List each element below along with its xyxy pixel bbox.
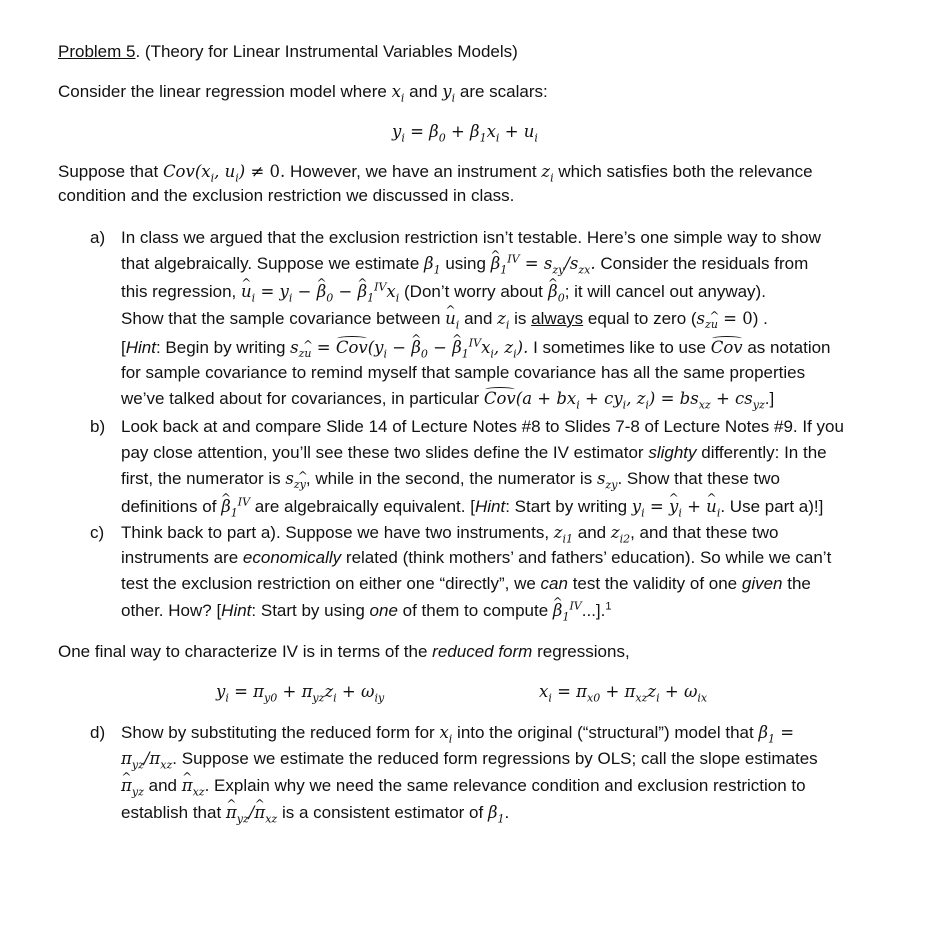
part-a-l2a: that algebraically. Suppose we estimate bbox=[121, 254, 420, 273]
intro-end: are scalars: bbox=[459, 82, 548, 101]
intro-and: and bbox=[409, 82, 438, 101]
part-b-l4e: . Use part a)!] bbox=[720, 497, 824, 516]
part-a-line-1: In class we argued that the exclusion restriction isn’t testable. Here’s one simple way to show bbox=[121, 228, 821, 247]
part-a-line-2: that algebraically. Suppose we estimate $\beta_1$ using ^ $\beta_1^{IV} = s_{zy}/s_{zx}$. Consider the residuals from bbox=[121, 252, 808, 276]
part-b-line-3: first, the numerator is $s_{zy}$, while in the second, the numerator is $s_{zy}$. Show that these two bbox=[121, 469, 780, 492]
part-c-l1b: and bbox=[577, 523, 607, 542]
part-a-l4c: is bbox=[514, 309, 527, 328]
part-d-l2a: . Suppose we estimate the reduced form regressions by OLS; call the slope estimates bbox=[172, 749, 818, 768]
part-a-l5c: : Begin by writing bbox=[155, 338, 286, 357]
suppose-text-3: which satisfies both the relevance bbox=[558, 162, 813, 181]
part-c-l4c: : Start by using bbox=[251, 601, 365, 620]
part-d-label: d) bbox=[90, 723, 106, 742]
final-text-1: One final way to characterize IV is in terms of the bbox=[58, 642, 428, 661]
part-d-l3b: . Explain why we need the same relevance condition and exclusion restriction to bbox=[204, 776, 806, 795]
part-c-l1c: , and that these two bbox=[630, 523, 779, 542]
part-b-hint: Hint bbox=[474, 497, 506, 516]
part-c-l2c: related (think mothers’ and fathers’ education). So while we can’t bbox=[345, 548, 832, 567]
part-b-l2a: pay close attention, you’ll see these two slides define the IV estimator bbox=[121, 443, 644, 462]
part-a-line-5: [Hint: Begin by writing $s_{zu} = Cov(y_i$ − ^ $\beta_0$ − ^ $\beta_1^{IV}x_i$, $z_i$). I sometimes like to use Cov as notation bbox=[121, 336, 831, 360]
footnote-marker: 1 bbox=[605, 600, 612, 613]
part-a-l4f: ) . bbox=[752, 309, 768, 328]
part-b-l4b: are algebraically equivalent. [ bbox=[254, 497, 475, 516]
part-a-line-4: Show that the sample covariance between ^ $u_i$ and $z_i$ is always equal to zero $(s_{zu} = 0)$ . bbox=[121, 307, 768, 331]
part-c-l4a: other. How? [ bbox=[121, 601, 222, 620]
part-a-hint: Hint bbox=[125, 338, 156, 357]
part-c-hint: Hint bbox=[221, 601, 252, 620]
part-a-l4b: and bbox=[464, 309, 493, 328]
part-d-line-4: establish that ^ $\pi_{yz}/\^{}$ $\pi_{xz}$ is a consistent estimator of $\beta_1$. bbox=[121, 801, 509, 825]
part-d-l1b: into the original (“structural”) model that bbox=[457, 723, 754, 742]
part-d-line-3: ^ $\pi_{yz}$ and ^ $\pi_{xz}$. Explain why we need the same relevance condition and exclusion restriction to bbox=[121, 774, 806, 798]
part-a-l3b: (Don’t worry about bbox=[404, 282, 543, 301]
part-b-l2c: differently: In the bbox=[701, 443, 827, 462]
part-a-l3c: ; it will cancel out anyway). bbox=[564, 282, 766, 301]
part-a-l4e: equal to zero ( bbox=[587, 309, 697, 328]
part-c-l4e: of them to compute bbox=[402, 601, 549, 620]
part-c-l3c: test the validity of one bbox=[572, 574, 738, 593]
problem-title bbox=[58, 40, 518, 64]
part-a-l2c: Consider the residuals from bbox=[600, 254, 809, 273]
part-d-line-2: $\pi_{yz}/\pi_{xz}$. Suppose we estimate the reduced form regressions by OLS; call the slope estimates bbox=[121, 749, 818, 772]
part-c-one: one bbox=[369, 601, 398, 620]
problem-subtitle: . (Theory for Linear Instrumental Variables Models) bbox=[135, 42, 518, 61]
final-text-3: regressions, bbox=[537, 642, 630, 661]
intro-text: Consider the linear regression model where bbox=[58, 82, 387, 101]
part-c-l3a: test the exclusion restriction on either one “directly”, we bbox=[121, 574, 536, 593]
part-b-line-1: Look back at and compare Slide 14 of Lecture Notes #8 to Slides 7-8 of Lecture Notes #9. If you bbox=[121, 417, 844, 436]
final-line bbox=[58, 640, 630, 664]
final-reduced-form: reduced form bbox=[432, 642, 533, 661]
part-b-line-4: definitions of ^ $\beta_1^{IV}$ are algebraically equivalent. [Hint: Start by writing $y_i$ = ^ $y_i$ + ^ $u_i$. Use part a)!] bbox=[121, 495, 823, 519]
part-b-l4d: : Start by writing bbox=[505, 497, 628, 516]
part-d-l3a: and bbox=[148, 776, 177, 795]
part-c-line-1: Think back to part a). Suppose we have two instruments, $z_{i1}$ and $z_{i2}$, and that these two bbox=[121, 523, 779, 546]
part-a-always: always bbox=[531, 309, 584, 328]
part-c-l2a: instruments are bbox=[121, 548, 239, 567]
part-c-line-2 bbox=[121, 546, 831, 570]
part-a-label: a) bbox=[90, 228, 106, 247]
part-c-economically: economically bbox=[242, 548, 342, 567]
suppose-line-1: Suppose that $Cov(x_i$, $u_i) \ne 0$. However, we have an instrument $z_i$ which satisfies both the relevance bbox=[58, 162, 813, 185]
part-d-line-1: Show by substituting the reduced form for $x_i$ into the original (“structural”) model that $\beta_1$ = bbox=[121, 723, 795, 746]
part-b-l4a: definitions of bbox=[121, 497, 217, 516]
part-c-label: c) bbox=[90, 523, 105, 542]
part-d-l4c: . bbox=[504, 803, 510, 822]
part-c-line-3 bbox=[121, 572, 811, 596]
part-b-l3a: first, the numerator is bbox=[121, 469, 281, 488]
part-c-l1a: Think back to part a). Suppose we have two instruments, bbox=[121, 523, 550, 542]
part-a-line-3: this regression, ^ $u_i = y_i$ − ^ $\beta_0$ − ^ $\beta_1^{IV}x_i$ (Don’t worry about ^ $\beta_0$; it will cancel out anyway). bbox=[121, 280, 766, 304]
suppose-line-2: condition and the exclusion restriction we discussed in class. bbox=[58, 186, 515, 205]
part-a-l5a: [ bbox=[121, 338, 126, 357]
part-c-line-4: other. How? [Hint: Start by using one of them to compute ^ $\beta_1^{IV}...].^1$ bbox=[121, 599, 612, 623]
part-a-line-6: for sample covariance to remind myself that sample covariance has all the same properties bbox=[121, 363, 806, 382]
problem-number: Problem 5 bbox=[58, 42, 136, 61]
part-d-l4b: is a consistent estimator of bbox=[281, 803, 484, 822]
part-c-l3e: the bbox=[787, 574, 811, 593]
part-b-l3b: , while in the second, the numerator is bbox=[305, 469, 593, 488]
part-a-l5e: as notation bbox=[747, 338, 831, 357]
part-a-l3a: this regression, bbox=[121, 282, 237, 301]
part-a-l4a: Show that the sample covariance between bbox=[121, 309, 441, 328]
part-a-l2b: using bbox=[445, 254, 486, 273]
part-a-l7b: .] bbox=[764, 389, 775, 408]
part-d-l4a: establish that bbox=[121, 803, 222, 822]
part-a-line-7: we’ve talked about for covariances, in particular $Cov(a + bx_i + cy_i$, $z_i) = bs_{xz} + cs_{yz}$.] bbox=[121, 389, 775, 412]
reduced-form-x: $x_i = \pi_{x0} + \pi_{xz}z_i + \omega_{ix}$ bbox=[539, 682, 708, 705]
part-a-l7a: we’ve talked about for covariances, in particular bbox=[121, 389, 480, 408]
intro-line: Consider the linear regression model where $x_i$ and $y_i$ are scalars: bbox=[58, 82, 548, 105]
part-b-slighty: slighty bbox=[648, 443, 697, 462]
part-c-l4f: ...]. bbox=[581, 601, 606, 620]
reduced-form-y: $y_i = \pi_{y0} + \pi_{yz}z_i + \omega_{iy}$ bbox=[216, 682, 385, 705]
part-c-given: given bbox=[741, 574, 783, 593]
part-b-l3c: . Show that these two bbox=[617, 469, 780, 488]
part-d-l1a: Show by substituting the reduced form for bbox=[121, 723, 435, 742]
part-a-l5d: I sometimes like to use bbox=[533, 338, 706, 357]
part-b-label: b) bbox=[90, 417, 106, 436]
structural-equation: $y_i = \beta_0 + \beta_1x_i + u_i$ bbox=[392, 122, 538, 145]
part-c-can: can bbox=[540, 574, 568, 593]
suppose-text-1: Suppose that bbox=[58, 162, 159, 181]
part-b-line-2 bbox=[121, 441, 827, 465]
suppose-text-2: However, we have an instrument bbox=[290, 162, 537, 181]
